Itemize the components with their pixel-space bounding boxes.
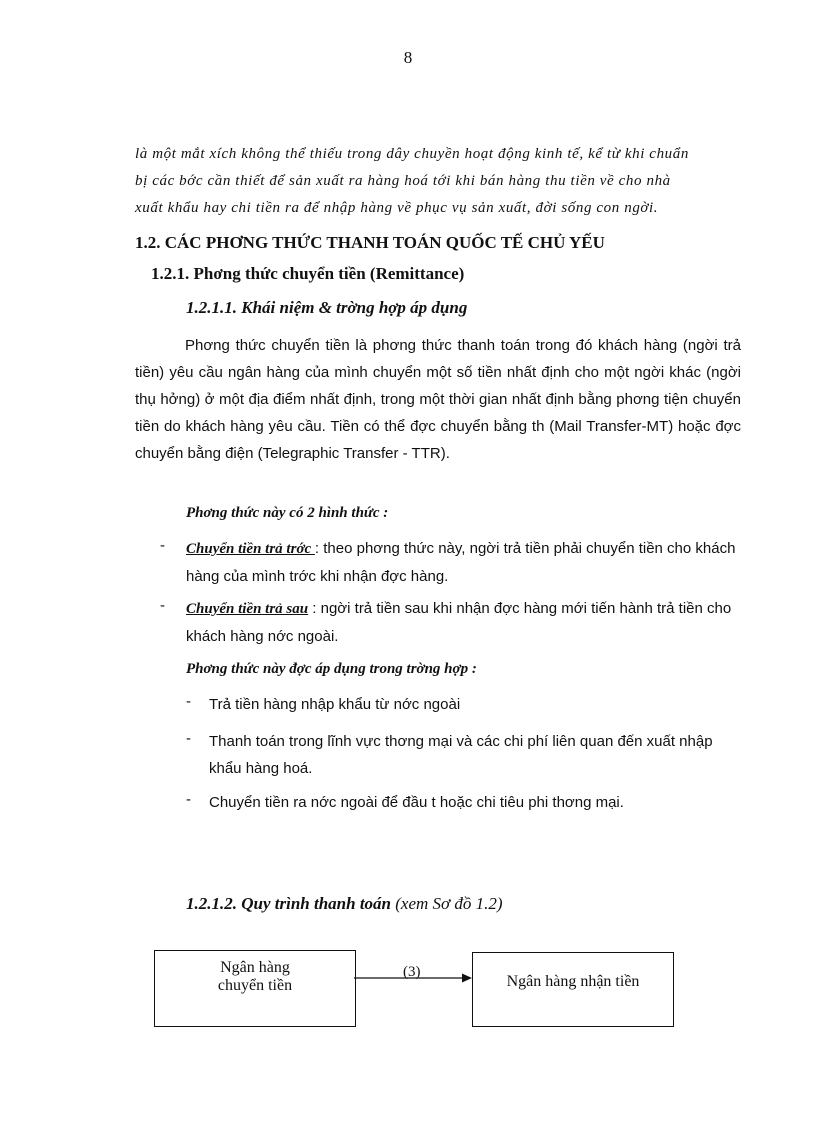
procedure-ref: (xem Sơ đồ 1.2) [395,894,503,913]
definition-paragraph [135,332,741,467]
procedure-title: 1.2.1.2. Quy trình thanh toán [186,894,392,913]
intro-line-3: xuất khẩu hay chi tiền ra để nhập hàng về phục vụ sản xuất, đời sống con ngời. [135,200,659,216]
form-item-2 [186,595,741,650]
form-text-2: : ngời trả tiền sau khi nhận đợc hàng mới tiến hành trả tiền cho khách hàng nớc ngoài. [186,600,732,645]
receiving-bank-box [472,952,674,1027]
page-number: 8 [403,48,413,67]
arrow-label: (3) [403,964,421,980]
definition-text: Phơng thức chuyển tiền là phơng thức thanh toán trong đó khách hàng (ngời trả tiền) yêu cầu ngân hàng của mình chuyển một số tiền nhất định cho một ngời khác (ngời thụ hởng) ở một địa điểm nhất định, trong một thời gian nhất định bằng phơng tiện chuyển tiền do khách hàng yêu cầu. Tiền có thể đợc chuyển bằng th (Mail Transfer-MT) hoặc đợc chuyển bằng điện (Telegraphic Transfer - TTR). [135,337,741,462]
sending-bank-line-2: chuyển tiền [217,977,293,994]
sending-bank-box [154,950,356,1027]
case-item-2: Thanh toán trong lĩnh vực thơng mại và các chi phí liên quan đến xuất nhập khẩu hàng hoá. [209,733,713,777]
case-item-3: Chuyển tiền ra nớc ngoài để đầu t hoặc chi tiêu phi thơng mại. [209,794,624,811]
case-dash-1: - [186,693,191,710]
form-text-1: : theo phơng thức này, ngời trả tiền phải chuyển tiền cho khách hàng của mình trớc khi nhận đợc hàng. [186,540,736,585]
form-term-2: Chuyển tiền trả sau [186,601,309,617]
subsection-heading: 1.2.1. Phơng thức chuyển tiền (Remittance) [151,264,465,283]
intro-line-2: bị các bớc cần thiết để sản xuất ra hàng hoá tới khi bán hàng thu tiền về cho nhà [135,173,671,189]
form-dash-1: - [160,537,165,554]
case-item-1: Trả tiền hàng nhập khẩu từ nớc ngoài [209,696,461,713]
case-dash-3: - [186,791,191,808]
case-dash-2: - [186,730,191,747]
receiving-bank-label: Ngân hàng nhận tiền [506,973,640,990]
forms-lead: Phơng thức này có 2 hình thức : [186,505,389,521]
form-dash-2: - [160,597,165,614]
intro-line-1: là một mắt xích không thể thiếu trong dây chuyền hoạt động kinh tế, kể từ khi chuẩn [135,146,689,162]
cases-lead: Phơng thức này đợc áp dụng trong trờng hợp : [186,661,477,677]
form-term-1: Chuyển tiền trả trớc [186,541,315,557]
sending-bank-line-1: Ngân hàng [220,959,290,976]
procedure-heading [186,894,503,914]
form-item-1 [186,535,741,590]
subsubsection-heading: 1.2.1.1. Khái niệm & trờng hợp áp dụng [186,298,468,317]
section-heading: 1.2. CÁC PHƠNG THỨC THANH TOÁN QUỐC TẾ CHỦ YẾU [135,233,605,252]
